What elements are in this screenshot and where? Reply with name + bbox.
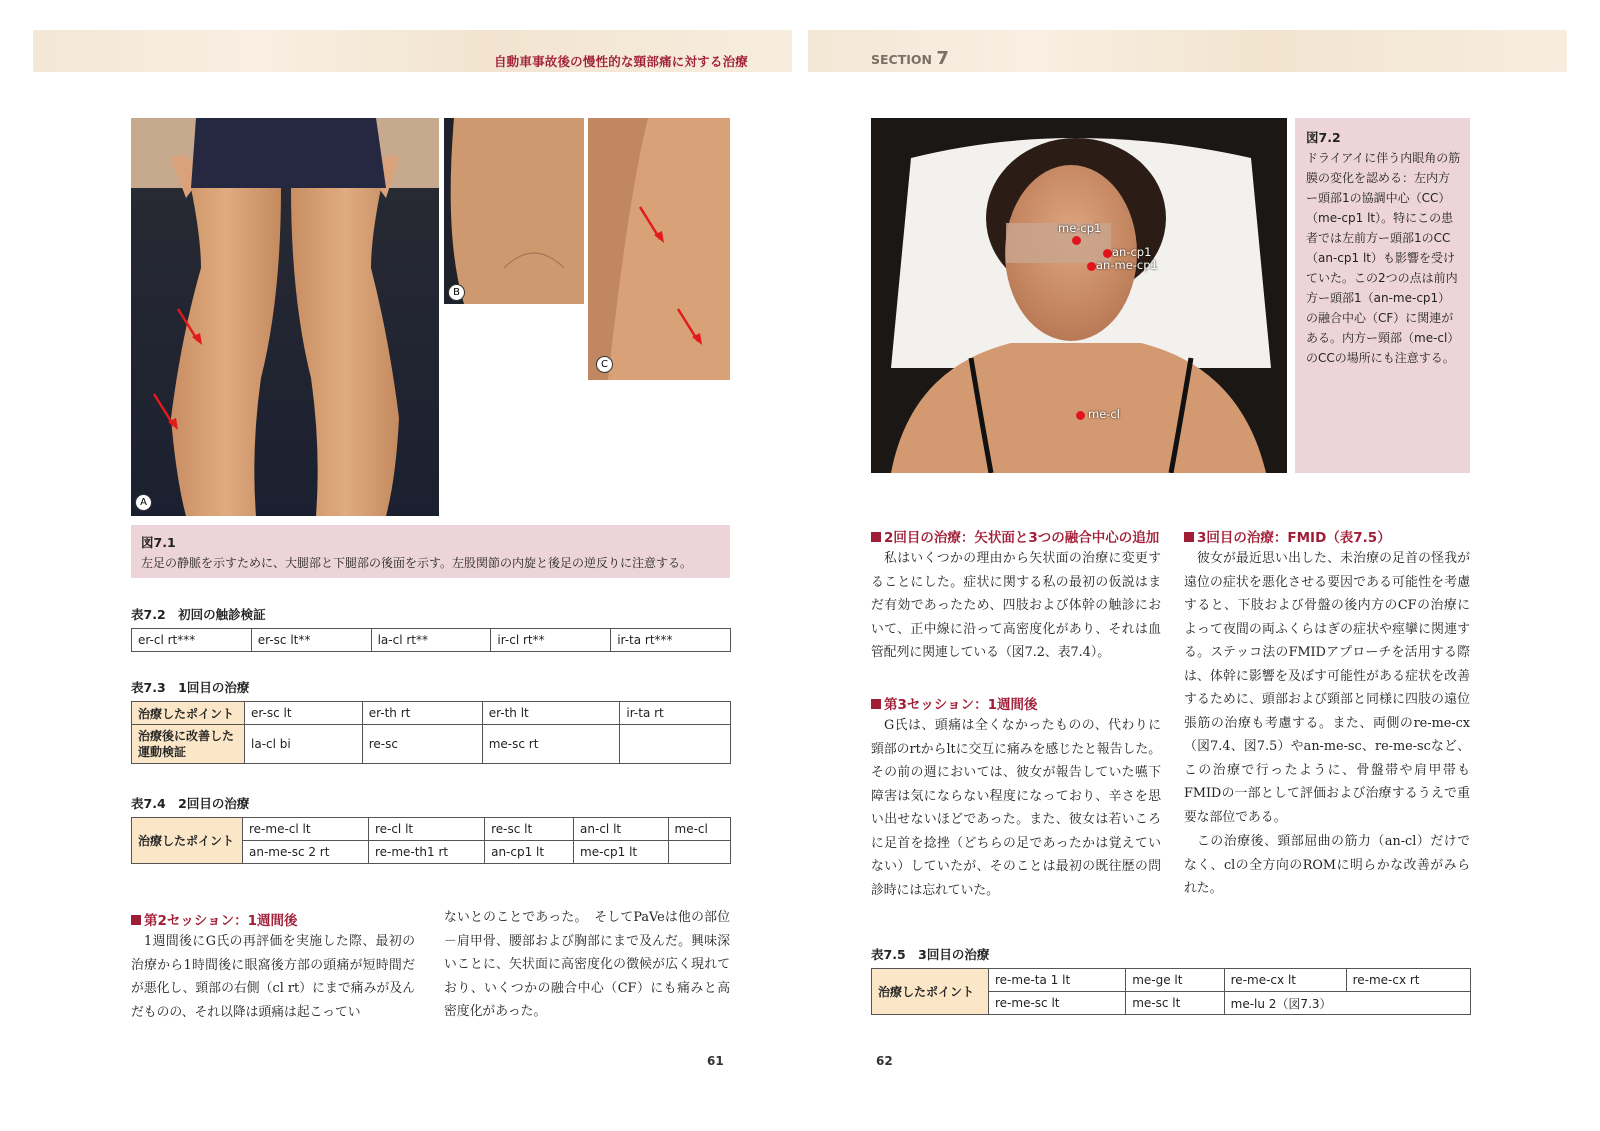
table-cell: me-cl bbox=[668, 818, 730, 841]
photo-calf-closeup bbox=[588, 118, 730, 380]
table-7-4-label: 表7.4 2回目の治療 bbox=[131, 796, 250, 811]
table-cell: re-me-sc lt bbox=[989, 992, 1126, 1015]
table-7-2-label: 表7.2 初回の触診検証 bbox=[131, 607, 266, 622]
figure-7-1-caption bbox=[131, 525, 730, 578]
red-arrow-icon bbox=[152, 392, 180, 432]
photo-label-a: A bbox=[135, 494, 152, 511]
heading-text: 2回目の治療：矢状面と3つの融合中心の追加 bbox=[884, 530, 1160, 546]
table-cell: re-sc bbox=[362, 725, 482, 764]
section-heading bbox=[871, 693, 1038, 713]
table-cell: la-cl rt** bbox=[371, 629, 491, 652]
table-cell: an-cp1 lt bbox=[485, 841, 574, 864]
marker-dot bbox=[1087, 262, 1096, 271]
marker-label: me-cp1 bbox=[1058, 221, 1102, 235]
body-paragraph: 彼女が最近思い出した、未治療の足首の怪我が遠位の症状を悪化させる要因である可能性を考慮すると、下肢および骨盤の後内方のCFの治療によって夜間の両ふくらはぎの症状や痙攣に関連する。ステッコ法のFMIDアプローチを活用する際は、体幹に影響を及ぼす可能性がある症状を改善するために、頭部および頸部と同様に四肢の遠位張筋の治療も考慮する。また、両側のre-me-cx（図7.4、図7.5）やan-me-sc、re-me-scなど、この治療で行ったように、骨盤帯や肩甲帯もFMIDの一部として評価および治療するうえで重要な部位である。 bbox=[1184, 551, 1470, 825]
table-7-4 bbox=[131, 817, 731, 864]
section-word: SECTION bbox=[871, 52, 932, 67]
body-paragraph: 1週間後にG氏の再評価を実施した際、最初の治療から1時間後に眼窩後方部の頭痛が短時間だが悪化し、頸部の右側（cl rt）にまで痛みが及んだものの、それ以降は頭痛は起こってい bbox=[131, 934, 415, 1020]
page-number: 62 bbox=[876, 1054, 893, 1068]
table-7-3-label: 表7.3 1回目の治療 bbox=[131, 680, 250, 695]
section-heading bbox=[871, 526, 1159, 546]
marker-dot bbox=[1103, 249, 1112, 258]
body-paragraph: この治療後、頸部屈曲の筋力（an-cl）だけでなく、clの全方向のROMに明らかな改善がみられた。 bbox=[1184, 834, 1470, 896]
heading-text: 3回目の治療：FMID（表7.5） bbox=[1197, 530, 1391, 546]
table-cell: re-me-cl lt bbox=[243, 818, 369, 841]
red-arrow-icon bbox=[176, 307, 204, 347]
marker-label: me-cl bbox=[1088, 407, 1120, 421]
table-7-5 bbox=[871, 968, 1471, 1015]
table-cell: er-th rt bbox=[362, 702, 482, 725]
table-cell: re-sc lt bbox=[485, 818, 574, 841]
table-cell: ir-ta rt bbox=[620, 702, 731, 725]
section-heading bbox=[131, 909, 298, 929]
table-cell: re-me-cx lt bbox=[1224, 969, 1346, 992]
caption-text: 左足の静脈を示すために、大腿部と下腿部の後面を示す。左股関節の内旋と後足の逆反りに注意する。 bbox=[141, 556, 693, 570]
marker-dot bbox=[1072, 236, 1081, 245]
body-paragraph: G氏は、頭痛は全くなかったものの、代わりに頸部のrtからltに交互に痛みを感じたと報告した。その前の週においては、彼女が報告していた嚥下障害は気にならない程度になっており、辛さを思い出せないほどであった。また、彼女は若いころに足首を捻挫（どちらの足であったかは覚えていない）していたが、そのことは最初の既往歴の問診時には忘れていた。 bbox=[871, 718, 1161, 898]
heading-text: 第3セッション：1週間後 bbox=[884, 697, 1038, 713]
section-number: 7 bbox=[936, 48, 949, 69]
table-cell: re-cl lt bbox=[368, 818, 484, 841]
figure-7-2-caption bbox=[1295, 118, 1470, 473]
square-bullet-icon bbox=[131, 915, 141, 925]
table-cell: an-cl lt bbox=[574, 818, 668, 841]
red-arrow-icon bbox=[676, 307, 704, 347]
table-cell: me-sc lt bbox=[1126, 992, 1224, 1015]
square-bullet-icon bbox=[1184, 532, 1194, 542]
section-heading bbox=[1184, 526, 1391, 546]
table-cell: me-sc rt bbox=[482, 725, 620, 764]
photo-label-b: B bbox=[448, 284, 465, 301]
table-cell: er-sc lt bbox=[245, 702, 363, 725]
table-cell: er-cl rt*** bbox=[132, 629, 252, 652]
caption-text: ドライアイに伴う内眼角の筋膜の変化を認める：左内方ー頭部1の協調中心（CC）（me-cp1 lt）。特にこの患者では左前方ー頭部1のCC（an-cp1 lt）も影響を受けていた。この2つの点は前内方ー頭部1（an-me-cp1）の融合中心（CF）に関連がある。内方ー頸部（me-cl）のCCの場所にも注意する。 bbox=[1306, 151, 1461, 365]
table-7-2 bbox=[131, 628, 731, 652]
table-cell: la-cl bi bbox=[245, 725, 363, 764]
square-bullet-icon bbox=[871, 532, 881, 542]
table-cell: er-th lt bbox=[482, 702, 620, 725]
table-cell: me-ge lt bbox=[1126, 969, 1224, 992]
table-cell: me-cp1 lt bbox=[574, 841, 668, 864]
table-7-3 bbox=[131, 701, 731, 764]
caption-title: 図7.2 bbox=[1306, 130, 1341, 145]
marker-label: an-cp1 bbox=[1112, 245, 1152, 259]
body-paragraph: ないとのことであった。 そしてPaVeは他の部位－肩甲骨、腰部および胸部にまで及んだ。興味深いことに、矢状面に高密度化の徴候が広く現れており、いくつかの融合中心（CF）にも痛みと高密度化があった。 bbox=[444, 910, 730, 1019]
table-7-5-label: 表7.5 3回目の治療 bbox=[871, 947, 990, 962]
marker-label: an-me-cp1 bbox=[1096, 258, 1158, 272]
body-paragraph: 私はいくつかの理由から矢状面の治療に変更することにした。症状に関する私の最初の仮説はまだ有効であったため、四肢および体幹の触診において、正中線に沿って高密度化があり、それは血管配列に関連している（図7.2、表7.4）。 bbox=[871, 551, 1161, 660]
table-cell bbox=[620, 725, 731, 764]
table-row-header: 治療したポイント bbox=[872, 969, 989, 1015]
table-cell: re-me-cx rt bbox=[1346, 969, 1470, 992]
table-row-header: 治療したポイント bbox=[132, 818, 243, 864]
heading-text: 第2セッション：1週間後 bbox=[144, 913, 298, 929]
marker-dot bbox=[1076, 411, 1085, 420]
running-header-title: 自動車事故後の慢性的な頸部痛に対する治療 bbox=[493, 54, 748, 69]
photo-thigh-closeup bbox=[444, 118, 584, 304]
table-cell: ir-ta rt*** bbox=[611, 629, 731, 652]
table-cell: re-me-ta 1 lt bbox=[989, 969, 1126, 992]
table-cell bbox=[668, 841, 730, 864]
caption-title: 図7.1 bbox=[141, 535, 176, 550]
table-cell: me-lu 2（図7.3） bbox=[1224, 992, 1470, 1015]
photo-label-c: C bbox=[596, 356, 613, 373]
table-cell: er-sc lt** bbox=[251, 629, 371, 652]
table-row-header: 治療したポイント bbox=[132, 702, 245, 725]
table-row-header: 治療後に改善した運動検証 bbox=[132, 725, 245, 764]
square-bullet-icon bbox=[871, 699, 881, 709]
table-cell: ir-cl rt** bbox=[491, 629, 611, 652]
table-cell: re-me-th1 rt bbox=[368, 841, 484, 864]
section-label bbox=[871, 48, 949, 69]
red-arrow-icon bbox=[638, 205, 666, 245]
table-cell: an-me-sc 2 rt bbox=[243, 841, 369, 864]
page-number: 61 bbox=[707, 1054, 724, 1068]
